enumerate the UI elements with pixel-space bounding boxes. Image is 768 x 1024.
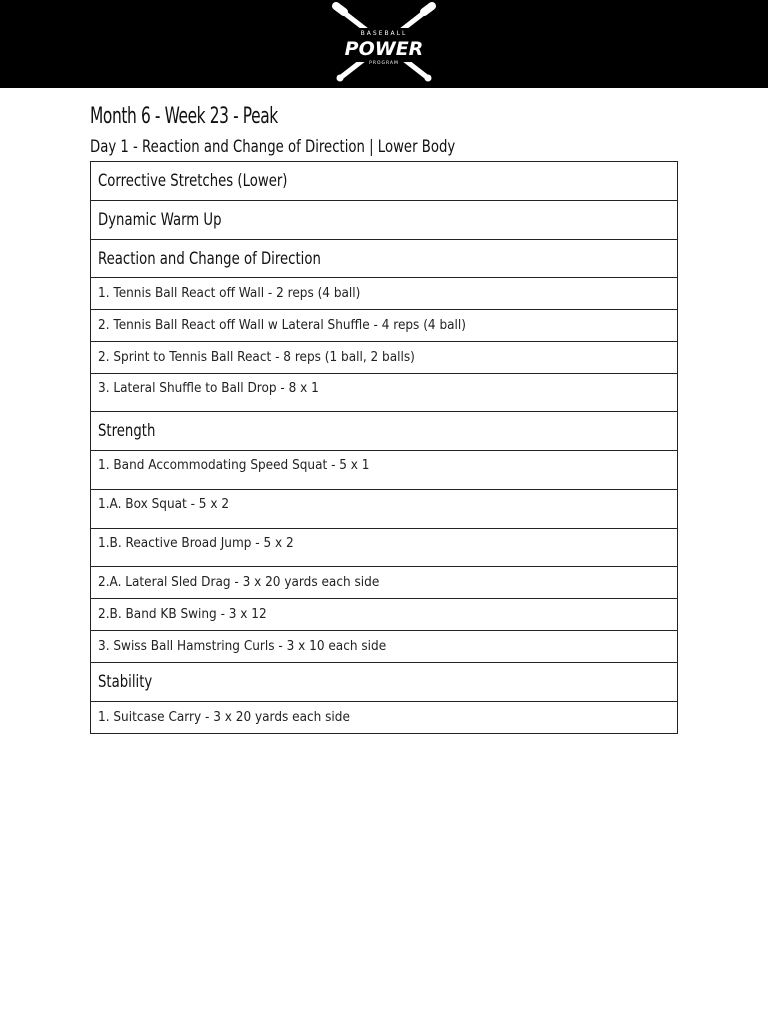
exercise-row [90, 374, 678, 412]
exercise-text: 1.A. Box Squat - 5 x 2 [98, 497, 230, 512]
exercise-text: 2.A. Lateral Sled Drag - 3 x 20 yards each side [98, 575, 380, 590]
section-header-row [90, 162, 678, 201]
crossed-bats-icon [330, 2, 438, 84]
page-subtitle: Day 1 - Reaction and Change of Direction | Lower Body [90, 137, 456, 157]
logo-line-3: PROGRAM [369, 61, 399, 66]
section-header-text: Dynamic Warm Up [98, 210, 222, 230]
exercise-row [90, 631, 678, 663]
exercise-row [90, 567, 678, 599]
section-header-row [90, 412, 678, 451]
exercise-row [90, 278, 678, 310]
exercise-text: 2. Sprint to Tennis Ball React - 8 reps (1 ball, 2 balls) [98, 350, 415, 365]
exercise-row [90, 529, 678, 567]
exercise-row [90, 490, 678, 529]
section-header-text: Reaction and Change of Direction [98, 248, 321, 269]
exercise-text: 1. Tennis Ball React off Wall - 2 reps (4 ball) [98, 286, 361, 301]
section-header-text: Stability [98, 672, 153, 692]
page-title: Month 6 - Week 23 - Peak [90, 104, 278, 129]
exercise-row [90, 702, 678, 734]
section-header-text: Corrective Stretches (Lower) [98, 171, 288, 191]
section-header-row [90, 240, 678, 278]
exercise-text: 3. Swiss Ball Hamstring Curls - 3 x 10 each side [98, 639, 387, 654]
exercise-text: 1.B. Reactive Broad Jump - 5 x 2 [98, 536, 294, 551]
header-bar [0, 0, 768, 88]
exercise-text: 1. Suitcase Carry - 3 x 20 yards each side [98, 710, 350, 725]
exercise-text: 2.B. Band KB Swing - 3 x 12 [98, 607, 267, 622]
baseball-power-logo [330, 2, 438, 84]
exercise-text: 3. Lateral Shuffle to Ball Drop - 8 x 1 [98, 381, 319, 396]
exercise-text: 2. Tennis Ball React off Wall w Lateral Shuffle - 4 reps (4 ball) [98, 318, 466, 333]
workout-table [90, 161, 678, 734]
exercise-row [90, 599, 678, 631]
logo-line-1: BASEBALL [360, 30, 408, 37]
logo-line-2: POWER [344, 38, 424, 60]
exercise-row [90, 342, 678, 374]
exercise-row [90, 451, 678, 490]
section-header-row [90, 663, 678, 702]
exercise-text: 1. Band Accommodating Speed Squat - 5 x 1 [98, 458, 370, 473]
section-header-row [90, 201, 678, 240]
section-header-text: Strength [98, 421, 156, 441]
exercise-row [90, 310, 678, 342]
